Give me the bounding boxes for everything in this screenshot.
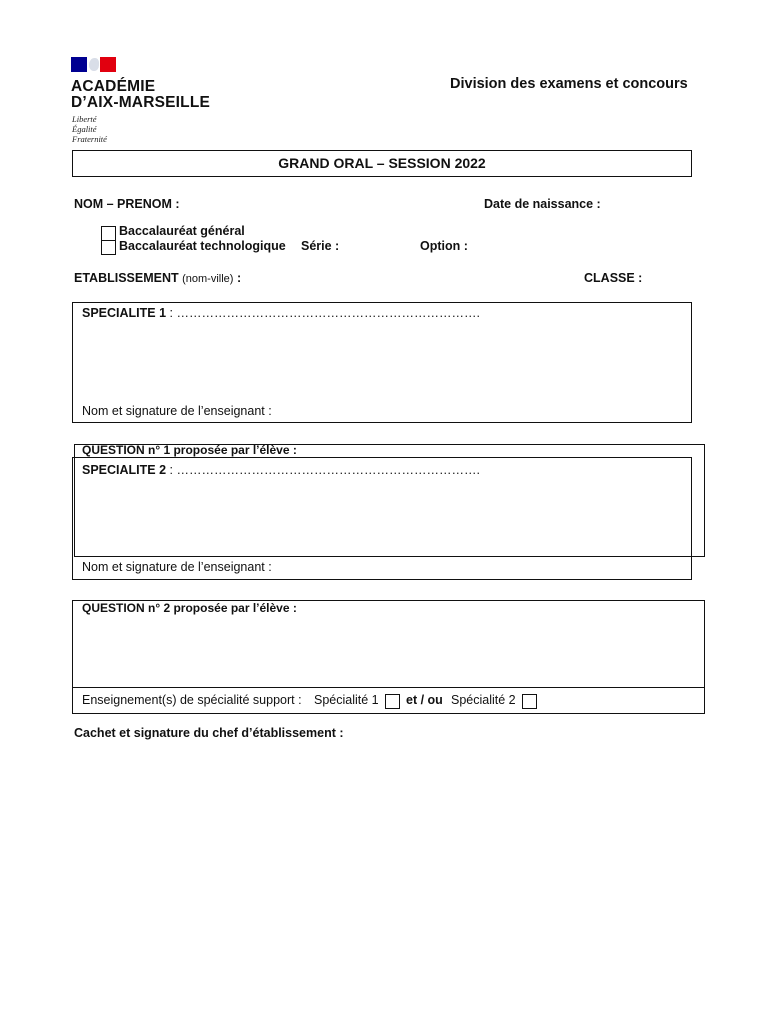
date-naissance-label: Date de naissance : <box>484 197 601 211</box>
logo-name-line2: D’AIX-MARSEILLE <box>71 94 211 111</box>
bac-general-label: Baccalauréat général <box>119 224 245 238</box>
specialite2-label: SPECIALITE 2 <box>82 463 167 477</box>
specialite1-label: SPECIALITE 1 <box>82 306 167 320</box>
serie-label: Série : <box>301 239 340 253</box>
etablissement-hint: (nom-ville) <box>182 273 234 285</box>
specialite2-heading <box>82 463 480 477</box>
specialite2-dots: : ………………………………………………………………. <box>166 463 480 477</box>
flag-blue-band <box>71 57 87 72</box>
nom-prenom-label: NOM – PRENOM : <box>74 197 180 211</box>
etablissement-field <box>74 271 241 285</box>
motto-egalite: Égalité <box>72 124 97 134</box>
support-spec1-label: Spécialité 1 <box>314 693 379 707</box>
support-spec1-checkbox[interactable] <box>385 694 400 709</box>
marianne-flag-icon <box>71 57 116 72</box>
motto-fraternite: Fraternité <box>72 134 107 144</box>
specialite2-signature-label: Nom et signature de l’enseignant : <box>82 560 272 574</box>
question2-divider <box>72 687 705 688</box>
question1-label: QUESTION n° 1 proposée par l’élève : <box>82 443 297 457</box>
etablissement-colon: : <box>233 271 242 285</box>
bac-general-checkbox[interactable] <box>101 226 116 241</box>
specialite1-heading <box>82 306 480 320</box>
flag-red-band <box>100 57 116 72</box>
support-et-ou: et / ou <box>406 693 443 707</box>
question2-label: QUESTION n° 2 proposée par l’élève : <box>82 601 297 615</box>
motto-liberte: Liberté <box>72 114 97 124</box>
division-header: Division des examens et concours <box>450 76 688 92</box>
specialite1-signature-label: Nom et signature de l’enseignant : <box>82 404 272 418</box>
support-spec2-label: Spécialité 2 <box>451 693 516 707</box>
academie-logo <box>64 52 232 148</box>
support-spec2-checkbox[interactable] <box>522 694 537 709</box>
form-title: GRAND ORAL – SESSION 2022 <box>72 150 692 177</box>
classe-label: CLASSE : <box>584 271 643 285</box>
specialite1-dots: : ………………………………………………………………. <box>166 306 480 320</box>
option-label: Option : <box>420 239 468 253</box>
etablissement-label: ETABLISSEMENT <box>74 271 179 285</box>
support-label: Enseignement(s) de spécialité support : <box>82 693 302 707</box>
flag-white-band <box>87 57 100 72</box>
bac-techno-checkbox[interactable] <box>101 240 116 255</box>
bac-techno-label: Baccalauréat technologique <box>119 239 286 253</box>
cachet-signature-label: Cachet et signature du chef d’établissement : <box>74 726 344 740</box>
logo-name-line1: ACADÉMIE <box>71 78 156 95</box>
